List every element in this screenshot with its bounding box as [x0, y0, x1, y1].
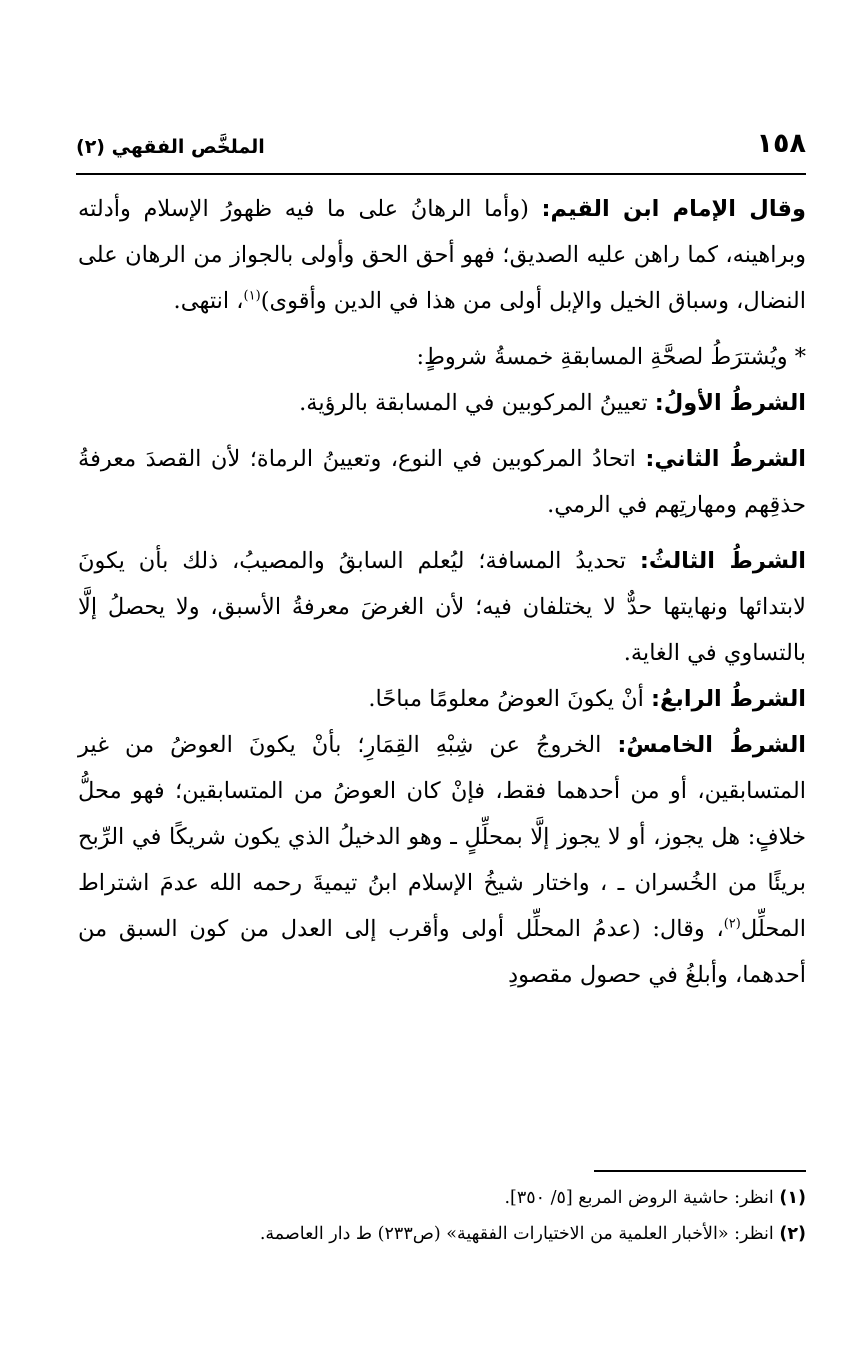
page-header — [76, 128, 806, 172]
condition-3 — [78, 538, 806, 676]
condition-3-text: تحديدُ المسافة؛ ليُعلم السابقُ والمصيبُ، ذلك بأن يكونَ لابتدائها ونهايتها حدٌّ لا يختلفان فيه؛ لأن الغرضَ معرفةُ الأسبق، ولا يحصلُ إلَّا بالتساوي في الغاية. — [78, 548, 806, 666]
condition-1 — [78, 380, 806, 426]
conditions-intro: * ويُشترَطُ لصحَّةِ المسابقةِ خمسةُ شروطٍ: — [416, 344, 806, 370]
quote-end: ، انتهى. — [173, 288, 244, 314]
footnote-2-number: (٢) — [779, 1224, 806, 1244]
condition-5-text-end: ، وقال: (عدمُ المحلِّل أولى وأقرب إلى العدل من كون السبق من أحدهما، وأبلغُ في حصول مقصودِ — [78, 916, 806, 988]
condition-5-label: الشرطُ الخامسُ: — [617, 732, 806, 758]
quote-paragraph — [78, 186, 806, 324]
footnote-ref-2: (٢) — [723, 916, 741, 932]
condition-5-text: الخروجُ عن شِبْهِ القِمَارِ؛ بأنْ يكونَ العوضُ من غير المتسابقين، أو من أحدهما فقط، فإنْ كان العوضُ من المتسابقين؛ فهو محلُّ خلافٍ: هل يجوز، أو لا يجوز إلَّا بمحلِّلٍ ـ وهو الدخيلُ الذي يكون شريكًا في الرِّبح بريئًا من الخُسران ـ ، واختار شيخُ الإسلام ابنُ تيميةَ رحمه الله عدمَ اشتراط المحلِّل — [78, 732, 806, 942]
condition-4-text: أنْ يكونَ العوضُ معلومًا مباحًا. — [368, 686, 652, 712]
footnotes — [78, 1180, 806, 1252]
footnote-rule — [594, 1170, 806, 1172]
condition-2 — [78, 436, 806, 528]
running-title: الملخَّص الفقهي (٢) — [76, 136, 265, 158]
condition-2-label: الشرطُ الثاني: — [645, 446, 806, 472]
condition-1-text: تعيينُ المركوبين في المسابقة بالرؤية. — [299, 390, 655, 416]
condition-5 — [78, 722, 806, 998]
main-text — [78, 186, 806, 998]
condition-3-label: الشرطُ الثالثُ: — [639, 548, 806, 574]
quote-attribution: وقال الإمام ابن القيم: — [541, 196, 806, 222]
condition-1-label: الشرطُ الأولُ: — [654, 390, 806, 416]
condition-4-label: الشرطُ الرابعُ: — [651, 686, 806, 712]
footnote-1-number: (١) — [779, 1188, 806, 1208]
header-rule — [76, 173, 806, 175]
footnote-ref-1: (١) — [243, 288, 261, 304]
footnote-1 — [78, 1180, 806, 1216]
footnote-1-text: انظر: حاشية الروض المربع [٥/ ٣٥٠]. — [504, 1188, 774, 1208]
footnote-2-text: انظر: «الأخبار العلمية من الاختيارات الفقهية» (ص٢٣٣) ط دار العاصمة. — [259, 1224, 774, 1244]
page-number: ١٥٨ — [756, 128, 806, 159]
footnote-2 — [78, 1216, 806, 1252]
quote-text: (وأما الرهانُ على ما فيه ظهورُ الإسلام وأدلته وبراهينه، كما راهن عليه الصديق؛ فهو أحق الحق وأولى بالجواز من الرهان على النضال، وسباق الخيل والإبل أولى من هذا في الدين وأقوى) — [78, 196, 806, 314]
condition-2-text: اتحادُ المركوبين في النوع، وتعيينُ الرماة؛ لأن القصدَ معرفةُ حذقِهم ومهارتِهم في الرمي. — [78, 446, 806, 518]
condition-4 — [78, 676, 806, 722]
